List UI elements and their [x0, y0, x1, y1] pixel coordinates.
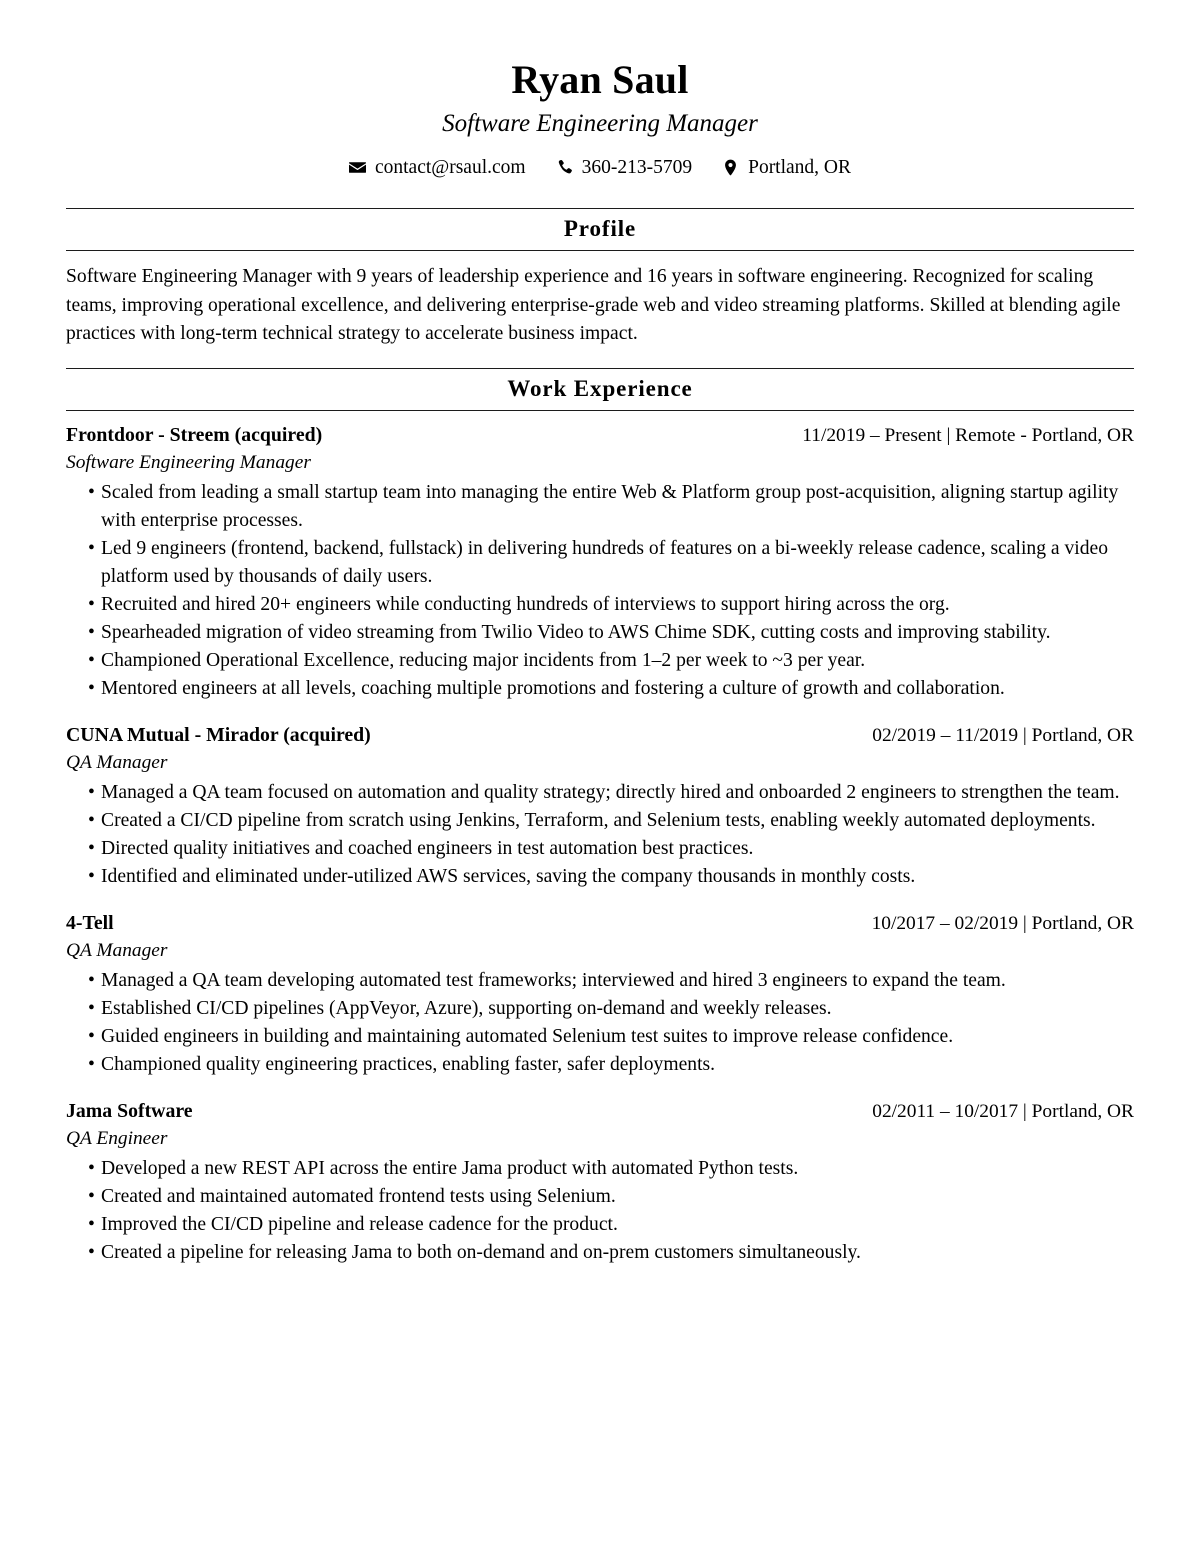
- job-bullet: • Created a pipeline for releasing Jama to both on-demand and on-prem customers simultaneously.: [66, 1239, 1134, 1267]
- job-dates-location: 02/2011 – 10/2017 | Portland, OR: [872, 1101, 1134, 1123]
- job-company: Jama Software: [66, 1100, 193, 1123]
- job-bullet: • Developed a new REST API across the entire Jama product with automated Python tests.: [66, 1155, 1134, 1183]
- job-entry: [66, 1099, 1134, 1267]
- location-pin-icon: [722, 159, 739, 176]
- job-role: Software Engineering Manager: [66, 452, 311, 474]
- job-company: CUNA Mutual - Mirador (acquired): [66, 724, 371, 747]
- envelope-icon: [349, 159, 366, 176]
- profile-body: [66, 251, 1134, 348]
- job-header: [66, 1099, 1134, 1125]
- job-bullet: • Recruited and hired 20+ engineers while conducting hundreds of interviews to support hiring across the org.: [66, 591, 1134, 619]
- contact-phone-label: 360-213-5709: [581, 156, 693, 178]
- job-bullet: • Championed quality engineering practices, enabling faster, safer deployments.: [66, 1051, 1134, 1079]
- job-company: 4-Tell: [66, 912, 114, 935]
- candidate-name: Ryan Saul: [511, 57, 689, 102]
- job-bullet-list: [66, 1155, 1134, 1267]
- job-role: QA Manager: [66, 752, 168, 774]
- section-work-experience: [66, 368, 1134, 1267]
- job-entry: [66, 911, 1134, 1079]
- job-entry: [66, 423, 1134, 703]
- job-bullet: • Created and maintained automated frontend tests using Selenium.: [66, 1183, 1134, 1211]
- candidate-headline: Software Engineering Manager: [442, 109, 758, 137]
- phone-icon: [556, 159, 573, 176]
- section-spacer: [66, 348, 1134, 362]
- resume-page: [66, 0, 1134, 1307]
- job-bullet: • Managed a QA team focused on automation and quality strategy; directly hired and onboarded 2 engineers to strengthen the team.: [66, 779, 1134, 807]
- job-bullet: • Identified and eliminated under-utilized AWS services, saving the company thousands in monthly costs.: [66, 863, 1134, 891]
- job-bullet: • Managed a QA team developing automated test frameworks; interviewed and hired 3 engineers to expand the team.: [66, 967, 1134, 995]
- job-bullet: • Guided engineers in building and maintaining automated Selenium test suites to improve release confidence.: [66, 1023, 1134, 1051]
- job-bullet: • Improved the CI/CD pipeline and release cadence for the product.: [66, 1211, 1134, 1239]
- job-bullet: • Created a CI/CD pipeline from scratch using Jenkins, Terraform, and Selenium tests, enabling weekly automated deployments.: [66, 807, 1134, 835]
- job-bullet: • Mentored engineers at all levels, coaching multiple promotions and fostering a culture of growth and collaboration.: [66, 675, 1134, 703]
- job-dates-location: 11/2019 – Present | Remote - Portland, OR: [802, 425, 1134, 447]
- section-profile: [66, 208, 1134, 348]
- job-bullet-list: [66, 779, 1134, 891]
- contact-email[interactable]: [349, 155, 526, 180]
- job-bullet: • Championed Operational Excellence, reducing major incidents from 1–2 per week to ~3 per year.: [66, 647, 1134, 675]
- job-header: [66, 911, 1134, 937]
- job-bullet: • Scaled from leading a small startup team into managing the entire Web & Platform group post-acquisition, aligning startup agility with enterprise processes.: [66, 479, 1134, 535]
- job-header: [66, 423, 1134, 449]
- job-bullet: • Led 9 engineers (frontend, backend, fullstack) in delivering hundreds of features on a bi-weekly release cadence, scaling a video platform used by thousands of daily users.: [66, 535, 1134, 591]
- contact-phone[interactable]: [556, 155, 693, 180]
- job-header: [66, 723, 1134, 749]
- job-bullet-list: [66, 479, 1134, 703]
- contact-email-label: contact@rsaul.com: [374, 156, 526, 178]
- job-dates-location: 02/2019 – 11/2019 | Portland, OR: [872, 725, 1134, 747]
- job-role: QA Engineer: [66, 1128, 168, 1150]
- job-company: Frontdoor - Streem (acquired): [66, 424, 323, 447]
- contact-location-label: Portland, OR: [748, 156, 852, 178]
- resume-header: [66, 58, 1134, 180]
- contact-location[interactable]: [722, 155, 851, 180]
- profile-summary-text: Software Engineering Manager with 9 years of leadership experience and 16 years in software engineering. Recognized for scaling teams, improving operational excellence, and delivering enterprise-grade web and video streaming platforms. Skilled at blending agile practices with long-term technical strategy to accelerate business impact.: [66, 266, 1121, 344]
- contact-row: [66, 155, 1134, 180]
- section-title-work-experience: Work Experience: [507, 376, 693, 402]
- work-experience-body: [66, 411, 1134, 1267]
- job-dates-location: 10/2017 – 02/2019 | Portland, OR: [871, 913, 1134, 935]
- job-bullet: • Spearheaded migration of video streaming from Twilio Video to AWS Chime SDK, cutting costs and improving stability.: [66, 619, 1134, 647]
- section-title-profile: Profile: [563, 216, 637, 242]
- job-bullet: • Directed quality initiatives and coached engineers in test automation best practices.: [66, 835, 1134, 863]
- job-bullet-list: [66, 967, 1134, 1079]
- job-role: QA Manager: [66, 940, 168, 962]
- job-entry: [66, 723, 1134, 891]
- job-bullet: • Established CI/CD pipelines (AppVeyor, Azure), supporting on-demand and weekly releases.: [66, 995, 1134, 1023]
